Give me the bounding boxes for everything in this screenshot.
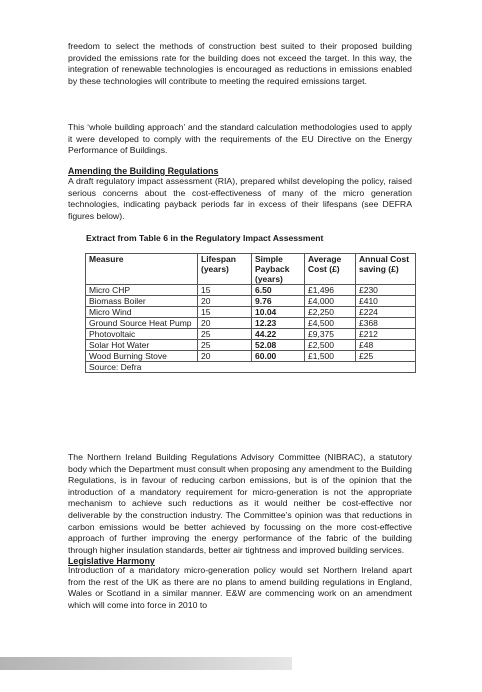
cell-measure: Micro Wind (86, 307, 198, 318)
cell-payback: 12.23 (252, 318, 305, 329)
cell-lifespan: 20 (198, 351, 252, 362)
cell-cost: £2,500 (305, 340, 356, 351)
cell-cost: £1,500 (305, 351, 356, 362)
paragraph-nibrac: The Northern Ireland Building Regulations Advisory Committee (NIBRAC), a statutory body which the Department must consult when proposing any amendment to the Building Regulations, is in favour of reducing carbon emissions, but is of the opinion that the introduction of a mandatory requirement for micro-generation is not the appropriate mechanism to achieve such reductions as it would neither be cost-effective nor deliverable by the construction industry. The Committee’s opinion was that reductions in carbon emissions would be better achieved by focussing on the more cost-effective approach of further improving the energy performance of the fabric of the building through higher insulation standards, better air tightness and improved building services. (68, 452, 412, 555)
heading-legislative-harmony: Legislative Harmony (68, 556, 155, 566)
header-lifespan: Lifespan (years) (198, 254, 252, 285)
table-source: Source: Defra (86, 362, 416, 373)
cell-saving: £48 (356, 340, 416, 351)
table-row (86, 340, 416, 351)
cell-payback: 6.50 (252, 285, 305, 296)
cell-measure: Biomass Boiler (86, 296, 198, 307)
cell-saving: £25 (356, 351, 416, 362)
cell-saving: £224 (356, 307, 416, 318)
table-row (86, 296, 416, 307)
cell-measure: Micro CHP (86, 285, 198, 296)
table-header-row (86, 254, 416, 285)
cell-payback: 44.22 (252, 329, 305, 340)
table-row (86, 318, 416, 329)
cell-lifespan: 15 (198, 307, 252, 318)
cell-saving: £230 (356, 285, 416, 296)
cell-cost: £4,000 (305, 296, 356, 307)
cell-lifespan: 25 (198, 329, 252, 340)
table-row (86, 351, 416, 362)
paragraph-whole-building: This ‘whole building approach’ and the standard calculation methodologies used to apply it were developed to comply with the requirements of the EU Directive on the Energy Performance of Buildings. (68, 122, 412, 156)
cell-measure: Solar Hot Water (86, 340, 198, 351)
cell-saving: £212 (356, 329, 416, 340)
cell-payback: 60.00 (252, 351, 305, 362)
cell-saving: £368 (356, 318, 416, 329)
cell-cost: £2,250 (305, 307, 356, 318)
paragraph-ria: A draft regulatory impact assessment (RIA), prepared whilst developing the policy, raised serious concerns about the cost-effectiveness of many of the micro generation technologies, indicating payback periods far in excess of their lifespans (see DEFRA figures below). (68, 176, 412, 221)
cell-measure: Ground Source Heat Pump (86, 318, 198, 329)
cell-cost: £1,496 (305, 285, 356, 296)
header-saving: Annual Cost saving (£) (356, 254, 416, 285)
table-row (86, 285, 416, 296)
cell-payback: 9.76 (252, 296, 305, 307)
table-row (86, 329, 416, 340)
cell-lifespan: 20 (198, 318, 252, 329)
cell-lifespan: 20 (198, 296, 252, 307)
footer-bar (0, 657, 292, 670)
ria-table (85, 253, 416, 373)
cell-measure: Wood Burning Stove (86, 351, 198, 362)
cell-payback: 10.04 (252, 307, 305, 318)
paragraph-intro: freedom to select the methods of construction best suited to their proposed building provided the emissions rate for the building does not exceed the target. In this way, the integration of renewable technologies is encouraged as reductions in emissions enabled by these technologies will contribute to meeting the required emissions target. (68, 41, 412, 86)
heading-amending-regulations: Amending the Building Regulations (68, 166, 219, 176)
table-source-row (86, 362, 416, 373)
table-row (86, 307, 416, 318)
cell-saving: £410 (356, 296, 416, 307)
cell-cost: £9,375 (305, 329, 356, 340)
header-payback: Simple Payback (years) (252, 254, 305, 285)
cell-lifespan: 25 (198, 340, 252, 351)
cell-cost: £4,500 (305, 318, 356, 329)
header-cost: Average Cost (£) (305, 254, 356, 285)
cell-measure: Photovoltaic (86, 329, 198, 340)
table-caption: Extract from Table 6 in the Regulatory Impact Assessment (86, 233, 324, 243)
cell-payback: 52.08 (252, 340, 305, 351)
paragraph-legislative: Introduction of a mandatory micro-generation policy would set Northern Ireland apart from the rest of the UK as there are no plans to amend building regulations in England, Wales or Scotland in a similar manner. E&W are commencing work on an amendment which will come into force in 2010 to (68, 565, 412, 610)
header-measure: Measure (86, 254, 198, 285)
cell-lifespan: 15 (198, 285, 252, 296)
